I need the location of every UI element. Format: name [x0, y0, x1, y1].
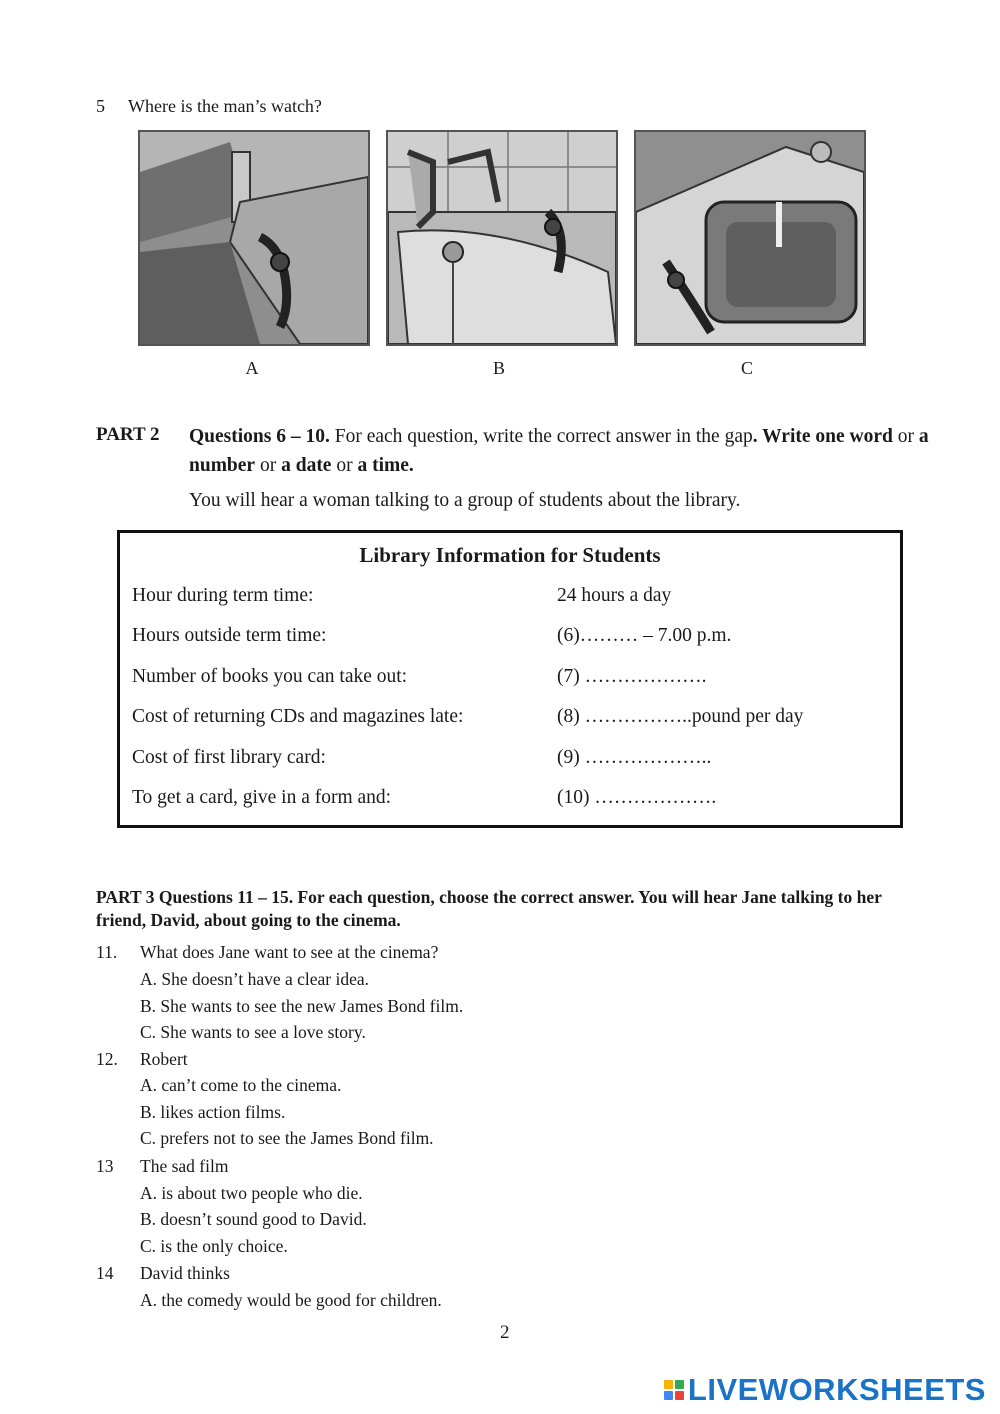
row-value: 24 hours a day [557, 585, 672, 606]
library-row [132, 666, 892, 694]
library-row [132, 787, 892, 815]
row-label: Number of books you can take out: [132, 666, 408, 687]
question-12 [96, 1049, 188, 1070]
question-text: David thinks [140, 1263, 230, 1283]
question-number: 12. [96, 1049, 118, 1069]
picture-option-a[interactable] [138, 130, 370, 346]
page-number: 2 [500, 1322, 510, 1343]
answer-gap-8[interactable]: (8) ……………..pound per day [557, 706, 804, 727]
instr-bold: Questions 6 – 10. [189, 426, 330, 447]
answer-gap-10[interactable]: (10) ………………. [557, 787, 717, 808]
instr-text: For each question, write the correct answer in the gap [329, 426, 753, 447]
watch-on-bedside-illustration [140, 132, 368, 344]
question-11 [96, 942, 438, 963]
picture-option-c[interactable] [634, 130, 866, 346]
option-label-a: A [245, 358, 259, 378]
library-box-title: Library Information for Students [359, 543, 661, 567]
question-number: 11. [96, 942, 118, 962]
question-13 [96, 1156, 228, 1177]
liveworksheets-logo [664, 1372, 986, 1408]
answer-gap-9[interactable]: (9) ……………….. [557, 747, 712, 768]
row-label: Hour during term time: [132, 585, 314, 606]
library-row [132, 747, 892, 775]
answer-option[interactable]: B. doesn’t sound good to David. [140, 1209, 367, 1229]
option-label-b: B [492, 358, 505, 378]
library-info-box [117, 530, 903, 828]
row-label: Cost of returning CDs and magazines late: [132, 706, 464, 727]
question-14 [96, 1263, 230, 1284]
answer-option[interactable]: B. likes action films. [140, 1102, 286, 1122]
instr-bold: a date [281, 455, 332, 476]
answer-option[interactable]: A. can’t come to the cinema. [140, 1075, 342, 1095]
question-5 [96, 96, 322, 117]
answer-option[interactable]: C. is the only choice. [140, 1236, 288, 1256]
option-label-c: C [740, 358, 753, 378]
question-number: 14 [96, 1263, 114, 1283]
liveworksheets-grid-icon [664, 1380, 684, 1400]
instr-bold: one word [815, 426, 893, 447]
part2-label: PART 2 [96, 424, 160, 445]
question-text: Where is the man’s watch? [128, 96, 322, 116]
answer-option[interactable]: C. She wants to see a love story. [140, 1022, 366, 1042]
answer-option[interactable]: A. the comedy would be good for children. [140, 1290, 442, 1310]
instr-bold: a number [189, 426, 929, 476]
library-row [132, 585, 892, 613]
answer-gap-7[interactable]: (7) ………………. [557, 666, 707, 687]
picture-option-b[interactable] [386, 130, 618, 346]
answer-option[interactable]: C. prefers not to see the James Bond film. [140, 1128, 434, 1148]
question-text: The sad film [140, 1156, 229, 1176]
question-number: 5 [96, 96, 105, 116]
part3-heading: PART 3 Questions 11 – 15. For each question, choose the correct answer. You will hear Jane talking to her friend, David, about going to the cinema. [96, 887, 882, 930]
question-number: 13 [96, 1156, 114, 1176]
instr-bold: . Write [752, 426, 816, 447]
part2-context: You will hear a woman talking to a group of students about the library. [189, 490, 741, 511]
instr-text: or [892, 426, 919, 447]
row-label: Hours outside term time: [132, 625, 327, 646]
question-text: Robert [140, 1049, 188, 1069]
row-label: To get a card, give in a form and: [132, 787, 392, 808]
row-label: Cost of first library card: [132, 747, 326, 768]
answer-gap-6[interactable]: (6)……… – 7.00 p.m. [557, 625, 732, 646]
library-row [132, 625, 892, 653]
answer-option[interactable]: A. is about two people who die. [140, 1183, 363, 1203]
watch-on-bath-illustration [388, 132, 616, 344]
instr-text: or [255, 455, 282, 476]
instr-text: or [331, 455, 358, 476]
answer-option[interactable]: B. She wants to see the new James Bond film. [140, 996, 464, 1016]
brand-text: LIVEWORKSHEETS [687, 1372, 986, 1407]
watch-by-sink-illustration [636, 132, 864, 344]
answer-option[interactable]: A. She doesn’t have a clear idea. [140, 969, 370, 989]
instr-bold: a time. [357, 455, 414, 476]
library-row [132, 706, 892, 734]
part2-instructions [189, 422, 929, 480]
question-text: What does Jane want to see at the cinema? [140, 942, 439, 962]
